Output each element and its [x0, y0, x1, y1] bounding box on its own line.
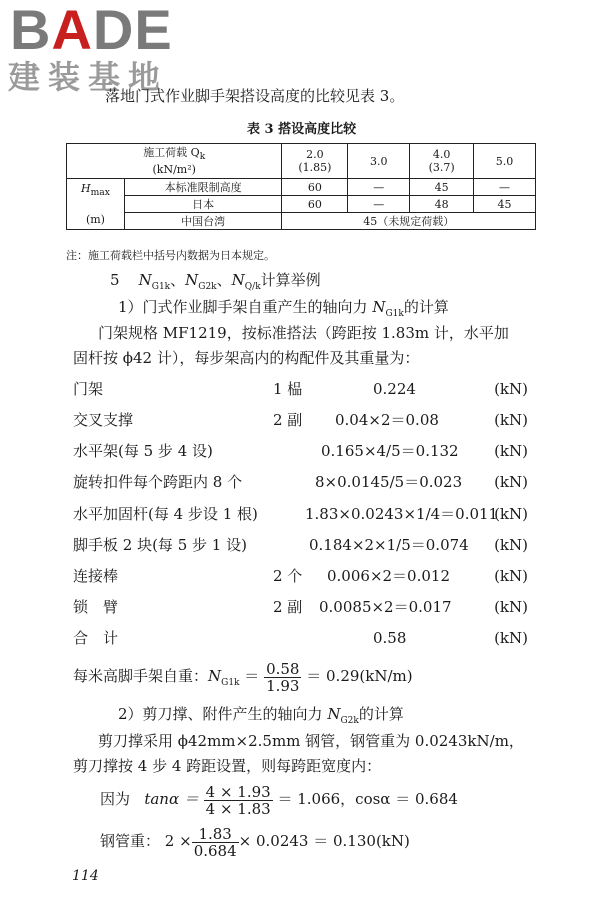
list-item: 连接棒 2 个 0.006×2＝0.012 (kN) — [73, 567, 528, 585]
table-cell: — — [348, 179, 410, 196]
table-row-label: 本标准限制高度 — [124, 179, 282, 196]
height-comparison-table — [66, 143, 536, 230]
hmax-label-cell: $H_{max}$ (m) — [67, 179, 125, 230]
page-number: 114 — [72, 868, 99, 884]
subsection-2-heading: 2）剪刀撑、附件产生的轴向力 $N_{G2k}$的计算 — [118, 705, 404, 726]
selfweight-equation: 每米高脚手架自重：$N_{G1k}$ ＝ $\frac{0.58}{1.93}$ ＝ 0.29(kN/m) — [73, 659, 413, 695]
paragraph-1-line-1: 门架规格 MF1219，按标准搭法（跨距按 1.83m 计，水平加 — [98, 324, 509, 342]
list-item: 锁 臂 2 副 0.0085×2＝0.017 (kN) — [73, 598, 528, 616]
paragraph-1-line-2: 固杆按 ϕ42 计），每步架高内的构配件及其重量为： — [73, 349, 420, 367]
table-cell: 45 — [410, 179, 474, 196]
steel-weight-equation: 钢管重： 2 × $\frac{1.83}{0.684}$ × 0.0243 ＝ 0.130(kN) — [100, 824, 410, 860]
table-cell: 45 — [474, 196, 536, 213]
tan-equation: 因为 tanα ＝ $\frac{4 \times 1.93}{4 \times 1.83}$ ＝ 1.066，cosα ＝ 0.684 — [100, 782, 458, 818]
logo-letters-de: DE — [92, 0, 173, 61]
table-caption: 表 3 搭设高度比较 — [247, 122, 357, 137]
table-cell: 60 — [282, 179, 348, 196]
paragraph-2-line-1: 剪刀撑采用 ϕ42mm×2.5mm 钢管，钢管重为 0.0243kN/m， — [98, 732, 524, 750]
list-item: 脚手板 2 块(每 5 步 1 设) 0.184×2×1/5＝0.074 (kN) — [73, 536, 528, 554]
table-row-label: 中国台湾 — [124, 213, 282, 230]
load-3-0-cell: 3.0 — [348, 144, 410, 179]
logo-letter-a: A — [51, 0, 93, 61]
list-item: 合 计 0.58 (kN) — [73, 629, 528, 647]
table-merged-cell: 45（未规定荷载） — [282, 213, 536, 230]
load-5-0-cell: 5.0 — [474, 144, 536, 179]
load-header-cell: 施工荷载 $Q_k$ (kN/m²) — [67, 144, 282, 179]
bade-logo — [10, 0, 173, 61]
list-item: 水平加固杆(每 4 步设 1 根) 1.83×0.0243×1/4＝0.011 (kN) — [73, 505, 528, 523]
subsection-1-heading: 1）门式作业脚手架自重产生的轴向力 $N_{G1k}$的计算 — [118, 298, 449, 319]
table-cell: 48 — [410, 196, 474, 213]
table-note: 注：施工荷载栏中括号内数据为日本规定。 — [66, 249, 275, 262]
table-cell: — — [348, 196, 410, 213]
logo-chinese-text: 建装基地 — [8, 59, 169, 95]
load-2-0-cell: 2.0 (1.85) — [282, 144, 348, 179]
table-cell: 60 — [282, 196, 348, 213]
paragraph-2-line-2: 剪刀撑按 4 步 4 跨距设置，则每跨距宽度内： — [73, 757, 382, 775]
load-4-0-cell: 4.0 (3.7) — [410, 144, 474, 179]
logo-letter-b: B — [10, 0, 52, 61]
list-item: 旋转扣件每个跨距内 8 个 8×0.0145/5＝0.023 (kN) — [73, 473, 528, 491]
section-5-heading: 5 $N_{G1k}$、$N_{G2k}$、$N_{Q/k}$计算举例 — [110, 271, 321, 292]
table-row-label: 日本 — [124, 196, 282, 213]
list-item: 交叉支撑 2 副 0.04×2＝0.08 (kN) — [73, 411, 528, 429]
intro-text: 落地门式作业脚手架搭设高度的比较见表 3。 — [105, 87, 405, 105]
table-cell: — — [474, 179, 536, 196]
list-item: 门架 1 榀 0.224 (kN) — [73, 380, 528, 398]
list-item: 水平架(每 5 步 4 设) 0.165×4/5＝0.132 (kN) — [73, 442, 528, 460]
